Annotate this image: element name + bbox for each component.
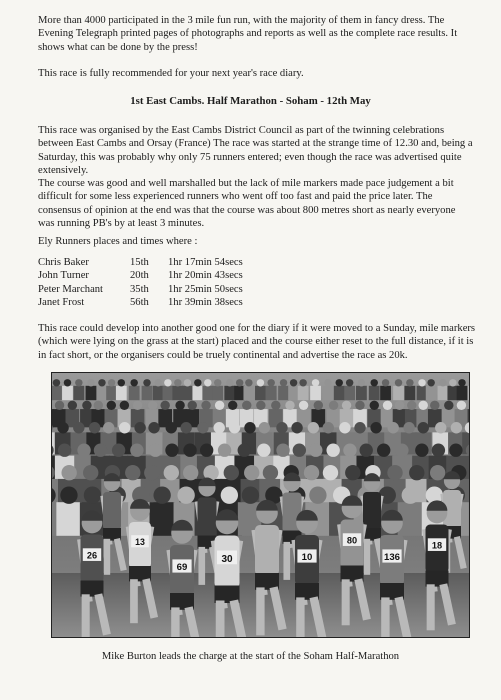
spectator-head xyxy=(409,465,424,480)
spectator-head xyxy=(346,379,353,386)
bib-number: 10 xyxy=(301,552,313,564)
spectator-head xyxy=(73,422,84,433)
spectator-head xyxy=(382,379,389,386)
spectator-head xyxy=(449,444,462,457)
runner-leg xyxy=(364,539,370,575)
spectator-head xyxy=(214,379,221,386)
spectator-head xyxy=(188,401,197,410)
spectator-head xyxy=(256,401,265,410)
spectator-body xyxy=(288,386,299,400)
spectator-head xyxy=(418,379,425,386)
spectator-head xyxy=(263,465,278,480)
paragraph-conclusion: This race could develop into another good one for the diary if it were moved to a Sunday, mile markers (which were lying on the grass at the start) placed and the course either reset to the full distance, if it is in fact short, or the organisers could be truely continental and advertise the race as 20k. xyxy=(38,323,476,361)
spectator-head xyxy=(458,379,465,386)
spectator-head xyxy=(358,379,365,386)
spectator-head xyxy=(257,444,270,457)
paragraph-fun-run: More than 4000 participated in the 3 mile fun run, with the majority of them in fancy dress. The Evening Telegraph printed pages of photographs and reports as well as the complete race results. It shows what can be done by the press! xyxy=(38,15,458,53)
spectator-head xyxy=(242,401,251,410)
spectator-head xyxy=(229,422,240,433)
spectator-head xyxy=(285,401,294,410)
runner-leg xyxy=(296,597,304,637)
spectator-head xyxy=(244,422,255,433)
runner-name: John Turner xyxy=(38,270,89,282)
runner-leg xyxy=(381,597,389,637)
runner-place: 20th xyxy=(130,270,149,282)
spectator-body xyxy=(182,386,193,400)
spectator-head xyxy=(119,422,130,433)
photo-caption: Mike Burton leads the charge at the start of the Soham Half-Marathon xyxy=(101,651,400,662)
runner-vest xyxy=(198,498,217,538)
runner-time: 1hr 20min 43secs xyxy=(168,270,243,282)
runner-time: 1hr 25min 50secs xyxy=(168,283,243,295)
spectator-head xyxy=(94,401,103,410)
runner-leg xyxy=(283,542,290,580)
table-row xyxy=(38,256,243,269)
spectator-head xyxy=(177,487,194,504)
spectator-head xyxy=(221,487,238,504)
spectator-head xyxy=(75,379,82,386)
spectator-head xyxy=(60,487,77,504)
spectator-head xyxy=(183,444,196,457)
spectator-body xyxy=(73,386,84,400)
spectator-head xyxy=(180,422,191,433)
runner-name: Janet Frost xyxy=(38,297,85,309)
spectator-head xyxy=(184,379,191,386)
spectator-head xyxy=(355,401,364,410)
spectator-head xyxy=(377,444,390,457)
spectator-head xyxy=(309,444,322,457)
spectator-head xyxy=(323,465,338,480)
spectator-head xyxy=(402,487,419,504)
spectator-body xyxy=(380,386,391,400)
spectator-head xyxy=(57,422,68,433)
spectator-head xyxy=(395,444,408,457)
spectator-head xyxy=(336,379,343,386)
spectator-head xyxy=(343,444,356,457)
spectator-body xyxy=(116,386,127,400)
runner-place: 15th xyxy=(130,257,149,268)
spectator-head xyxy=(68,401,77,410)
spectator-head xyxy=(291,422,302,433)
spectator-head xyxy=(226,379,233,386)
race-start-photo xyxy=(51,372,470,638)
spectator-head xyxy=(312,379,319,386)
spectator-head xyxy=(383,401,392,410)
spectator-head xyxy=(242,487,259,504)
spectator-head xyxy=(449,379,456,386)
spectator-head xyxy=(130,379,137,386)
spectator-head xyxy=(133,401,142,410)
runner-vest xyxy=(103,492,121,530)
spectator-body xyxy=(52,386,62,400)
spectator-body xyxy=(310,386,321,400)
spectator-body xyxy=(212,386,223,400)
spectator-head xyxy=(64,379,71,386)
spectator-head xyxy=(299,379,306,386)
spectator-head xyxy=(430,465,445,480)
spectator-head xyxy=(304,465,319,480)
spectator-head xyxy=(197,422,208,433)
spectator-head xyxy=(299,401,308,410)
spectator-head xyxy=(407,401,416,410)
runner-leg xyxy=(256,587,264,635)
runner-leg xyxy=(427,584,435,630)
spectator-head xyxy=(224,465,239,480)
spectator-body xyxy=(393,386,404,400)
paragraph-course: The course was good and well marshalled but the lack of mile markers made pace judgement a bit difficult for some less experienced runners who went off too fast and paid the price later. The consensus of opinion at the end was that the course was about 800 metres short as nearly everyone was running PB's by at least 3 minutes. xyxy=(38,178,456,230)
spectator-body xyxy=(142,386,153,400)
spectator-head xyxy=(58,444,71,457)
runner-name: Chris Baker xyxy=(38,257,89,268)
runner-leg xyxy=(342,579,350,625)
spectator-head xyxy=(370,401,379,410)
spectator-head xyxy=(395,401,404,410)
spectator-body xyxy=(106,386,117,400)
spectator-head xyxy=(89,422,100,433)
bib-number: 69 xyxy=(176,562,188,574)
spectator-body xyxy=(457,386,468,400)
bib-number: 80 xyxy=(346,535,358,546)
spectator-head xyxy=(387,422,398,433)
spectator-head xyxy=(148,422,159,433)
spectator-head xyxy=(125,465,140,480)
spectator-body xyxy=(404,386,415,400)
spectator-head xyxy=(309,487,326,504)
runner-place: 35th xyxy=(130,283,149,295)
race-start-photo-svg xyxy=(52,373,469,637)
runner-vest xyxy=(363,492,381,530)
spectator-head xyxy=(267,379,274,386)
runner-name: Peter Marchant xyxy=(38,283,104,295)
spectator-head xyxy=(236,379,243,386)
spectator-head xyxy=(324,379,331,386)
spectator-head xyxy=(183,465,198,480)
spectator-head xyxy=(164,379,171,386)
spectator-head xyxy=(61,465,76,480)
spectator-body xyxy=(344,386,355,400)
spectator-head xyxy=(271,401,280,410)
spectator-head xyxy=(435,422,446,433)
table-row xyxy=(38,269,243,282)
spectator-head xyxy=(94,444,107,457)
spectator-head xyxy=(108,379,115,386)
spectator-body xyxy=(56,502,81,536)
spectator-head xyxy=(276,422,287,433)
paragraph-organisation: This race was organised by the East Cambs District Council as part of the twinning celebrations between East Cambs and Orsay (France) The race was started at the strange time of 12.30 and, being a Saturday, this was probably why only 75 runners entered; even though the race was advertised quite extensively. xyxy=(38,125,473,177)
spectator-head xyxy=(215,401,224,410)
table-row xyxy=(38,296,243,309)
spectator-head xyxy=(175,401,184,410)
spectator-body xyxy=(86,386,97,400)
spectator-head xyxy=(107,401,116,410)
spectator-head xyxy=(77,444,90,457)
spectator-body xyxy=(266,386,277,400)
spectator-body xyxy=(62,386,73,400)
runner-leg xyxy=(130,579,138,623)
spectator-head xyxy=(406,379,413,386)
spectator-body xyxy=(334,386,345,400)
spectator-head xyxy=(134,422,145,433)
spectator-body xyxy=(202,386,213,400)
spectator-head xyxy=(257,379,264,386)
spectator-head xyxy=(218,444,231,457)
spectator-head xyxy=(244,465,259,480)
spectator-head xyxy=(103,422,114,433)
spectator-head xyxy=(204,379,211,386)
spectator-head xyxy=(403,422,414,433)
spectator-body xyxy=(224,386,235,400)
spectator-head xyxy=(259,422,270,433)
spectator-head xyxy=(118,379,125,386)
spectator-body xyxy=(172,386,183,400)
bib-number: 13 xyxy=(135,537,145,548)
paragraph-recommendation: This race is fully recommended for your next year's race diary. xyxy=(38,68,304,79)
runner-time: 1hr 17min 54secs xyxy=(168,257,243,268)
spectator-head xyxy=(174,379,181,386)
spectator-head xyxy=(371,379,378,386)
results-intro: Ely Runners places and times where : xyxy=(38,236,198,247)
spectator-head xyxy=(144,465,159,480)
spectator-head xyxy=(329,401,338,410)
spectator-head xyxy=(387,465,402,480)
spectator-head xyxy=(120,401,129,410)
spectator-head xyxy=(160,401,169,410)
bib-number: 18 xyxy=(431,540,443,551)
spectator-body xyxy=(129,386,140,400)
spectator-head xyxy=(87,379,94,386)
spectator-body xyxy=(426,386,437,400)
spectator-body xyxy=(243,386,254,400)
spectator-body xyxy=(162,386,173,400)
spectator-body xyxy=(97,386,108,400)
spectator-head xyxy=(201,401,210,410)
spectator-head xyxy=(314,401,323,410)
section-heading: 1st East Cambs. Half Marathon - Soham - 12th May xyxy=(130,95,371,107)
spectator-head xyxy=(342,401,351,410)
spectator-body xyxy=(468,386,469,400)
spectator-head xyxy=(339,422,350,433)
spectator-head xyxy=(214,422,225,433)
spectator-body xyxy=(192,386,203,400)
spectator-head xyxy=(451,422,462,433)
spectator-head xyxy=(427,379,434,386)
table-row xyxy=(38,283,243,296)
spectator-head xyxy=(419,401,428,410)
spectator-head xyxy=(290,379,297,386)
spectator-head xyxy=(345,465,360,480)
spectator-head xyxy=(370,422,381,433)
spectator-head xyxy=(430,401,439,410)
spectator-head xyxy=(439,379,446,386)
spectator-head xyxy=(245,379,252,386)
spectator-head xyxy=(293,444,306,457)
runner-place: 56th xyxy=(130,297,149,309)
spectator-head xyxy=(154,379,161,386)
spectator-head xyxy=(55,401,64,410)
spectator-head xyxy=(112,444,125,457)
bib-number: 26 xyxy=(86,550,98,561)
bib-number: 30 xyxy=(221,553,233,565)
spectator-head xyxy=(395,379,402,386)
spectator-head xyxy=(194,379,201,386)
spectator-body xyxy=(153,386,164,400)
spectator-head xyxy=(130,444,143,457)
spectator-head xyxy=(82,401,91,410)
spectator-head xyxy=(276,444,289,457)
spectator-head xyxy=(432,444,445,457)
spectator-head xyxy=(166,422,177,433)
spectator-body xyxy=(323,386,334,400)
spectator-head xyxy=(53,379,60,386)
spectator-head xyxy=(323,422,334,433)
runner-time: 1hr 39min 38secs xyxy=(168,297,243,309)
spectator-body xyxy=(369,386,380,400)
spectator-head xyxy=(280,379,287,386)
spectator-head xyxy=(98,379,105,386)
spectator-head xyxy=(444,401,453,410)
runner-leg xyxy=(216,601,225,638)
spectator-head xyxy=(359,444,372,457)
spectator-head xyxy=(153,487,170,504)
spectator-head xyxy=(238,444,251,457)
bib-number: 136 xyxy=(383,552,401,564)
spectator-head xyxy=(143,379,150,386)
spectator-head xyxy=(418,422,429,433)
spectator-head xyxy=(149,444,162,457)
spectator-head xyxy=(228,401,237,410)
spectator-head xyxy=(415,444,428,457)
spectator-head xyxy=(164,465,179,480)
runner-leg xyxy=(171,607,179,637)
spectator-head xyxy=(308,422,319,433)
runner-leg xyxy=(198,547,205,585)
spectator-body xyxy=(356,386,367,400)
spectator-body xyxy=(255,386,266,400)
spectator-head xyxy=(148,401,157,410)
spectator-head xyxy=(354,422,365,433)
spectator-head xyxy=(83,465,98,480)
spectator-head xyxy=(165,444,178,457)
spectator-body xyxy=(278,386,289,400)
spectator-head xyxy=(457,401,466,410)
spectator-body xyxy=(298,386,309,400)
results-table xyxy=(38,256,243,310)
runner-leg xyxy=(82,594,90,637)
spectator-body xyxy=(234,386,245,400)
spectator-head xyxy=(200,444,213,457)
spectator-head xyxy=(84,487,101,504)
spectator-head xyxy=(326,444,339,457)
spectator-body xyxy=(438,386,449,400)
runner-vest xyxy=(255,525,279,575)
